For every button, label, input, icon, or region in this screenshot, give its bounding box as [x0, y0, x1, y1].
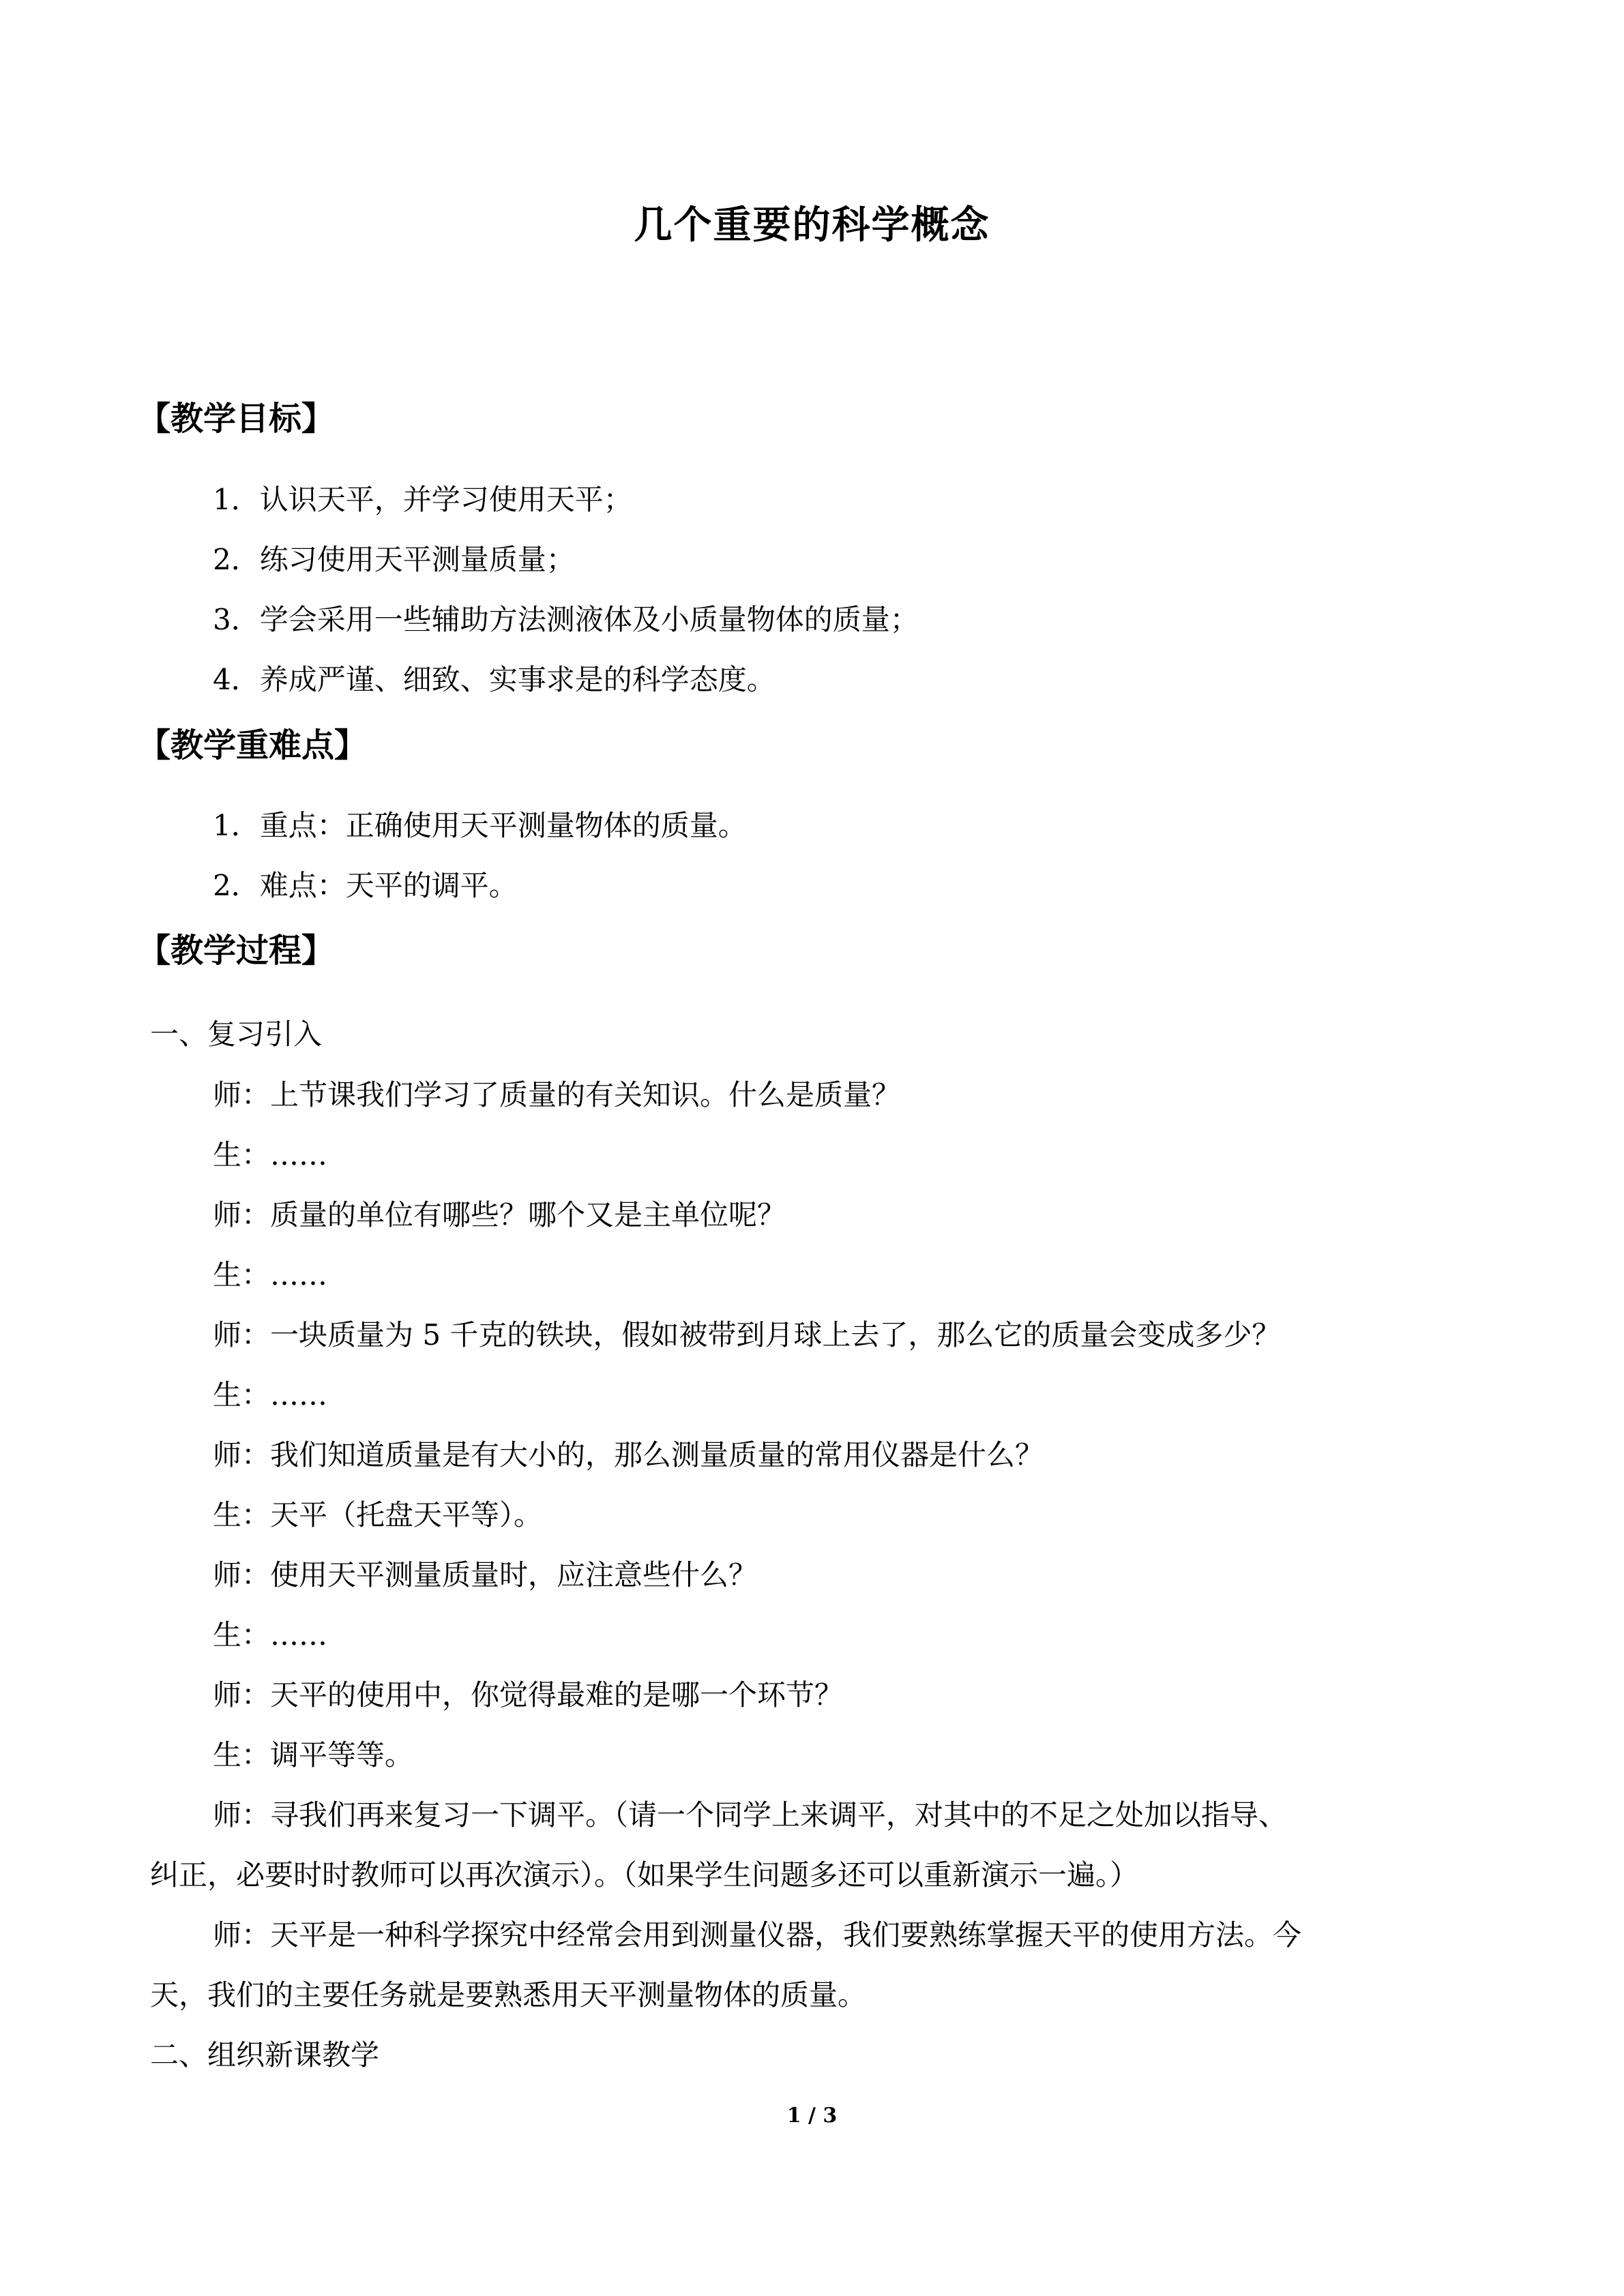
- section-heading-key-points: 【教学重难点】: [138, 726, 368, 764]
- paragraph-line: 师：寻我们再来复习一下调平。（请一个同学上来调平，对其中的不足之处加以指导、: [213, 1798, 1288, 1832]
- key-point-item: 2．难点：天平的调平。: [213, 869, 518, 902]
- dialogue-line: 师：使用天平测量质量时，应注意些什么？: [213, 1558, 758, 1592]
- dialogue-line: 生：天平（托盘天平等）。: [213, 1498, 543, 1532]
- dialogue-line: 生：……: [213, 1378, 328, 1412]
- dialogue-line: 师：上节课我们学习了质量的有关知识。什么是质量？: [213, 1078, 901, 1112]
- dialogue-line: 生：……: [213, 1618, 328, 1652]
- document-title: 几个重要的科学概念: [634, 203, 990, 248]
- dialogue-line: 师：一块质量为 5 千克的铁块，假如被带到月球上去了，那么它的质量会变成多少？: [213, 1318, 1281, 1352]
- part-title: 二、组织新课教学: [150, 2038, 380, 2072]
- dialogue-line: 师：质量的单位有哪些？哪个又是主单位呢？: [213, 1198, 786, 1232]
- page-number: 1 / 3: [786, 2104, 838, 2128]
- section-heading-objectives: 【教学目标】: [138, 400, 335, 438]
- section-heading-process: 【教学过程】: [138, 931, 335, 970]
- objective-item: 3．学会采用一些辅助方法测液体及小质量物体的质量；: [213, 603, 919, 636]
- key-point-item: 1．重点：正确使用天平测量物体的质量。: [213, 809, 747, 842]
- paragraph-line: 天，我们的主要任务就是要熟悉用天平测量物体的质量。: [150, 1978, 867, 2012]
- dialogue-line: 生：……: [213, 1258, 328, 1292]
- paragraph-line: 纠正，必要时时教师可以再次演示）。（如果学生问题多还可以重新演示一遍。）: [150, 1858, 1139, 1892]
- objective-item: 4．养成严谨、细致、实事求是的科学态度。: [213, 663, 776, 696]
- dialogue-line: 师：我们知道质量是有大小的，那么测量质量的常用仪器是什么？: [213, 1438, 1044, 1472]
- paragraph-line: 师：天平是一种科学探究中经常会用到测量仪器，我们要熟练掌握天平的使用方法。今: [213, 1918, 1302, 1952]
- objective-item: 2．练习使用天平测量质量；: [213, 543, 575, 576]
- dialogue-line: 师：天平的使用中，你觉得最难的是哪一个环节？: [213, 1678, 844, 1712]
- dialogue-line: 生：调平等等。: [213, 1738, 414, 1772]
- dialogue-line: 生：……: [213, 1138, 328, 1172]
- objective-item: 1．认识天平，并学习使用天平；: [213, 483, 632, 516]
- part-title: 一、复习引入: [150, 1017, 323, 1051]
